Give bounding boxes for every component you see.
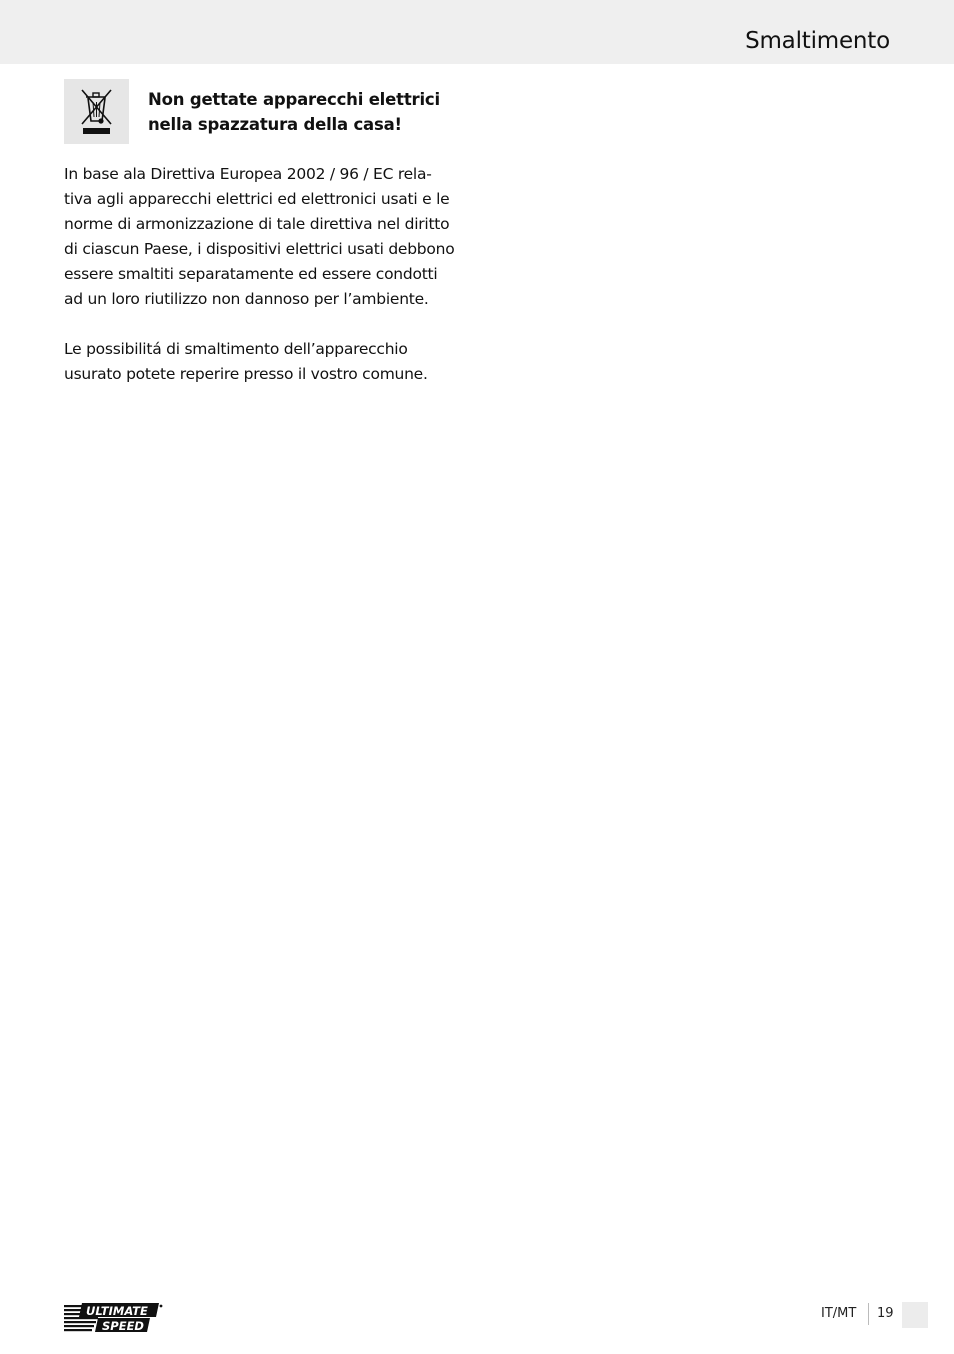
text-line: essere smaltiti separatamente ed essere condotti [64,265,438,283]
text-line: ad un loro riutilizzo non dannoso per l’ambiente. [64,290,429,308]
text-line: usurato potete reperire presso il vostro comune. [64,365,428,383]
text-line: norme di armonizzazione di tale direttiva nel diritto [64,215,450,233]
text-line: tiva agli apparecchi elettrici ed elettronici usati e le [64,190,450,208]
weee-symbol-box [64,79,129,144]
crossed-out-wheelie-bin-icon [64,79,129,144]
page-number: 19 [877,1306,894,1321]
logo-text-line: ULTIMATE [86,1304,148,1318]
page-marker-box [902,1302,928,1328]
language-code: IT/MT [821,1306,857,1321]
logo-text-line: SPEED [102,1319,144,1333]
text-line: Le possibilitá di smaltimento dell’apparecchio [64,340,408,358]
page-title: Smaltimento [745,28,890,54]
footer-divider [868,1303,869,1325]
disposal-warning [148,87,478,137]
warning-line: nella spazzatura della casa! [148,115,402,134]
directive-paragraph [64,162,484,312]
text-line: In base ala Direttiva Europea 2002 / 96 / EC rela- [64,165,432,183]
text-line: di ciascun Paese, i dispositivi elettrici usati debbono [64,240,455,258]
ultimate-speed-logo [64,1302,164,1334]
municipality-paragraph [64,337,484,387]
warning-line: Non gettate apparecchi elettrici [148,90,440,109]
